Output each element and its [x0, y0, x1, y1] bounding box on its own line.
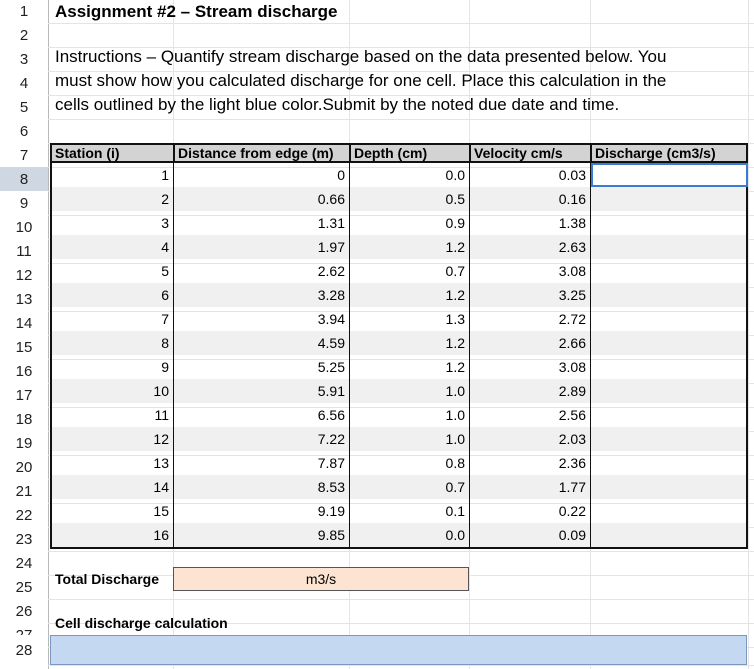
- table-cell[interactable]: 15: [153, 503, 169, 519]
- row-header-23[interactable]: 23: [0, 527, 48, 551]
- table-cell[interactable]: 1.97: [317, 239, 345, 255]
- row-gridline: [48, 599, 754, 600]
- discharge-cell[interactable]: [590, 235, 748, 259]
- table-cell[interactable]: 0.7: [445, 479, 465, 495]
- table-cell[interactable]: 0.0: [445, 167, 465, 183]
- table-cell[interactable]: 1.3: [445, 311, 465, 327]
- cell-calculation-label[interactable]: Cell discharge calculation: [55, 615, 228, 631]
- table-cell[interactable]: 10: [153, 383, 169, 399]
- table-cell[interactable]: 2.72: [558, 311, 586, 327]
- row-header-28[interactable]: 28: [0, 635, 48, 665]
- table-cell[interactable]: 1.31: [317, 215, 345, 231]
- row-header-13[interactable]: 13: [0, 287, 48, 311]
- table-cell[interactable]: 7: [161, 311, 169, 327]
- table-cell[interactable]: 3: [161, 215, 169, 231]
- row-gridline: [48, 665, 754, 666]
- table-cell[interactable]: 2.63: [558, 239, 586, 255]
- table-cell[interactable]: 7.87: [317, 455, 345, 471]
- row-gridline: [48, 551, 754, 552]
- table-cell[interactable]: 16: [153, 527, 169, 543]
- table-cell[interactable]: 2.03: [558, 431, 586, 447]
- discharge-cell[interactable]: [590, 499, 748, 523]
- table-cell[interactable]: 8.53: [317, 479, 345, 495]
- discharge-cell[interactable]: [590, 331, 748, 355]
- table-cell[interactable]: 5: [161, 263, 169, 279]
- row-header-17[interactable]: 17: [0, 383, 48, 407]
- row-header-7[interactable]: 7: [0, 143, 48, 167]
- row-header-10[interactable]: 10: [0, 215, 48, 239]
- row-header-25[interactable]: 25: [0, 575, 48, 599]
- table-cell[interactable]: 0.03: [558, 167, 586, 183]
- discharge-cell[interactable]: [590, 523, 748, 547]
- table-border: [746, 163, 748, 547]
- table-cell[interactable]: 0.9: [445, 215, 465, 231]
- table-cell[interactable]: 1.77: [558, 479, 586, 495]
- table-cell[interactable]: 4: [161, 239, 169, 255]
- row-header-12[interactable]: 12: [0, 263, 48, 287]
- row-header-19[interactable]: 19: [0, 431, 48, 455]
- table-cell[interactable]: 9: [161, 359, 169, 375]
- table-cell[interactable]: 8: [161, 335, 169, 351]
- row-header-5[interactable]: 5: [0, 95, 48, 119]
- table-cell[interactable]: 0.5: [445, 191, 465, 207]
- table-cell[interactable]: 4.59: [317, 335, 345, 351]
- row-header-22[interactable]: 22: [0, 503, 48, 527]
- table-cell[interactable]: 5.91: [317, 383, 345, 399]
- table-cell[interactable]: 6.56: [317, 407, 345, 423]
- table-cell[interactable]: 3.94: [317, 311, 345, 327]
- table-cell[interactable]: 6: [161, 287, 169, 303]
- table-cell[interactable]: 13: [153, 455, 169, 471]
- table-cell[interactable]: 0.7: [445, 263, 465, 279]
- table-cell[interactable]: 1.2: [445, 359, 465, 375]
- row-header-2[interactable]: 2: [0, 23, 48, 47]
- row-header-21[interactable]: 21: [0, 479, 48, 503]
- table-cell[interactable]: 9.19: [317, 503, 345, 519]
- total-discharge-label[interactable]: Total Discharge: [55, 571, 159, 587]
- table-cell[interactable]: 2.62: [317, 263, 345, 279]
- instructions-line-3[interactable]: cells outlined by the light blue color.Submit by the noted due date and time.: [55, 95, 620, 114]
- table-cell[interactable]: 11: [154, 407, 169, 423]
- table-cell[interactable]: 12: [153, 431, 169, 447]
- table-border: [50, 163, 52, 547]
- table-cell[interactable]: 2: [161, 191, 169, 207]
- table-cell[interactable]: 0.0: [445, 527, 465, 543]
- table-cell[interactable]: 3.28: [317, 287, 345, 303]
- discharge-cell[interactable]: [590, 475, 748, 499]
- table-border: [173, 163, 174, 547]
- table-cell[interactable]: 0.8: [445, 455, 465, 471]
- row-header-4[interactable]: 4: [0, 71, 48, 95]
- row-header-6[interactable]: 6: [0, 119, 48, 143]
- total-discharge-unit: m3/s: [305, 571, 337, 587]
- row-header-1[interactable]: 1: [0, 0, 48, 23]
- table-cell[interactable]: 1.38: [558, 215, 586, 231]
- discharge-cell[interactable]: [590, 211, 748, 235]
- row-header-24[interactable]: 24: [0, 551, 48, 575]
- discharge-cell[interactable]: [590, 379, 748, 403]
- instructions-line-2[interactable]: must show how you calculated discharge for one cell. Place this calculation in the: [55, 71, 667, 90]
- header-cell-2[interactable]: Distance from edge (m): [173, 143, 349, 163]
- calculation-area[interactable]: [50, 635, 747, 665]
- table-cell[interactable]: 1.0: [445, 431, 465, 447]
- header-cell-1[interactable]: Station (i): [50, 143, 173, 163]
- table-cell[interactable]: 9.85: [317, 527, 345, 543]
- discharge-cell[interactable]: [590, 307, 748, 331]
- table-cell[interactable]: 14: [153, 479, 169, 495]
- total-discharge-cell[interactable]: [173, 567, 469, 591]
- discharge-cell[interactable]: [590, 451, 748, 475]
- table-cell[interactable]: 2.66: [558, 335, 586, 351]
- table-cell[interactable]: 3.25: [558, 287, 586, 303]
- table-cell[interactable]: 1.2: [445, 239, 465, 255]
- table-cell[interactable]: 1.2: [445, 335, 465, 351]
- row-header-15[interactable]: 15: [0, 335, 48, 359]
- table-cell[interactable]: 2.89: [558, 383, 586, 399]
- table-border: [469, 163, 470, 547]
- table-cell[interactable]: 3.08: [558, 359, 586, 375]
- discharge-cell[interactable]: [590, 259, 748, 283]
- table-cell[interactable]: 0.66: [317, 191, 345, 207]
- table-border: [590, 163, 591, 547]
- table-cell[interactable]: 0.22: [558, 503, 586, 519]
- table-cell[interactable]: 1: [161, 167, 169, 183]
- table-cell[interactable]: 0.1: [445, 503, 465, 519]
- column-gridline: [748, 0, 749, 669]
- table-cell[interactable]: 2.36: [558, 455, 586, 471]
- discharge-cell[interactable]: [590, 187, 748, 211]
- row-header-11[interactable]: 11: [0, 239, 48, 263]
- discharge-cell[interactable]: [590, 403, 748, 427]
- table-cell[interactable]: 1.2: [445, 287, 465, 303]
- table-cell[interactable]: 1.0: [445, 407, 465, 423]
- discharge-cell[interactable]: [590, 283, 748, 307]
- table-cell[interactable]: 0.09: [558, 527, 586, 543]
- row-header-3[interactable]: 3: [0, 47, 48, 71]
- row-header-20[interactable]: 20: [0, 455, 48, 479]
- row-header-8[interactable]: 8: [0, 167, 48, 191]
- table-cell[interactable]: 1.0: [445, 383, 465, 399]
- header-cell-4[interactable]: Velocity cm/s: [469, 143, 590, 163]
- row-header-14[interactable]: 14: [0, 311, 48, 335]
- table-cell[interactable]: 3.08: [558, 263, 586, 279]
- table-cell[interactable]: 7.22: [317, 431, 345, 447]
- table-border: [349, 163, 350, 547]
- sheet-title[interactable]: Assignment #2 – Stream discharge: [55, 2, 338, 21]
- table-cell[interactable]: 2.56: [558, 407, 586, 423]
- discharge-cell[interactable]: [590, 355, 748, 379]
- table-cell[interactable]: 5.25: [317, 359, 345, 375]
- row-header-9[interactable]: 9: [0, 191, 48, 215]
- table-border: [50, 547, 748, 549]
- header-cell-3[interactable]: Depth (cm): [349, 143, 469, 163]
- row-header-18[interactable]: 18: [0, 407, 48, 431]
- header-cell-5[interactable]: Discharge (cm3/s): [590, 143, 748, 163]
- discharge-cell[interactable]: [590, 427, 748, 451]
- row-header-16[interactable]: 16: [0, 359, 48, 383]
- instructions-line-1[interactable]: Instructions – Quantify stream discharge based on the data presented below. You: [55, 47, 667, 66]
- row-gridline: [48, 119, 754, 120]
- row-header-26[interactable]: 26: [0, 599, 48, 623]
- table-cell[interactable]: 0.16: [558, 191, 586, 207]
- selected-cell[interactable]: [591, 163, 748, 187]
- table-cell[interactable]: 0: [337, 167, 345, 183]
